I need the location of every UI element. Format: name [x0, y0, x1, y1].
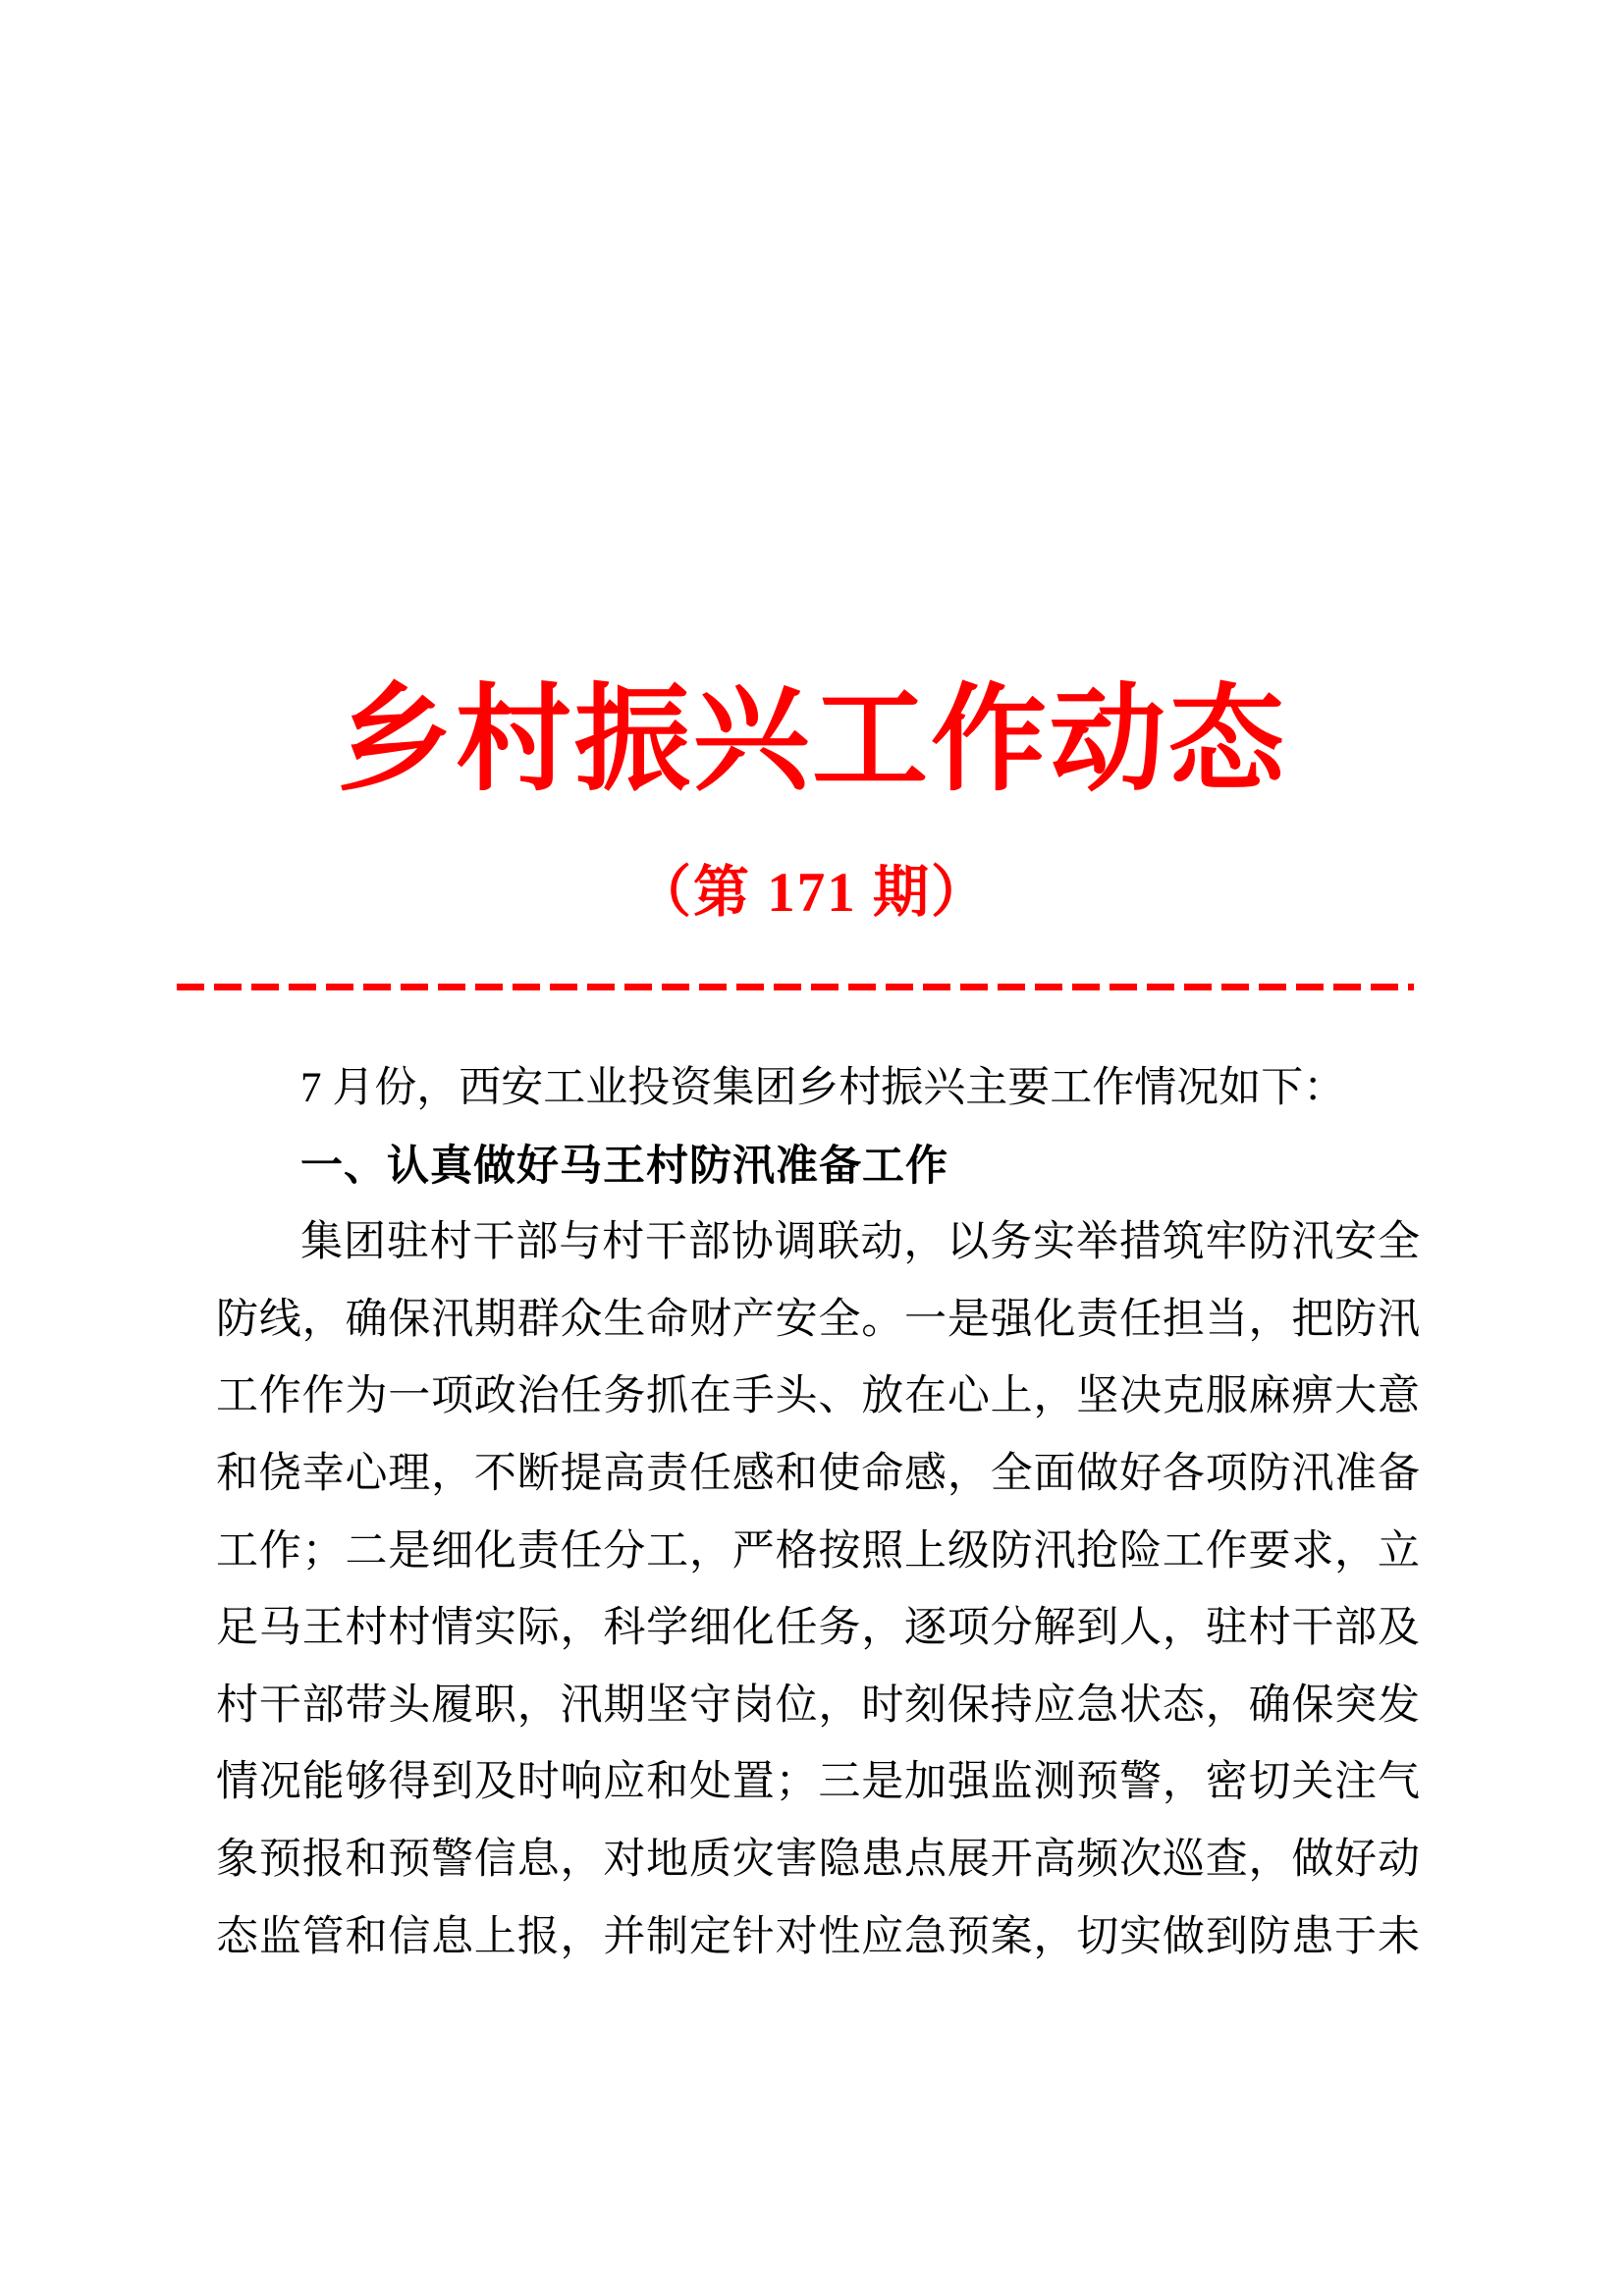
- body-text-line: 象预报和预警信息，对地质灾害隐患点展开高频次巡查，做好动: [216, 1836, 1420, 1883]
- newsletter-title: 乡村振兴工作动态: [336, 676, 1287, 805]
- body-text-line: 村干部带头履职，汛期坚守岗位，时刻保持应急状态，确保突发: [216, 1682, 1420, 1729]
- issue-number: （第 171 期）: [635, 862, 989, 924]
- body-text-line: 态监管和信息上报，并制定针对性应急预案，切实做到防患于未: [216, 1913, 1420, 1960]
- body-text-line: 和侥幸心理，不断提高责任感和使命感，全面做好各项防汛准备: [216, 1450, 1420, 1497]
- intro-paragraph: 7 月份，西安工业投资集团乡村振兴主要工作情况如下：: [300, 1065, 1346, 1111]
- body-text-line: 工作；二是细化责任分工，严格按照上级防汛抢险工作要求，立: [216, 1527, 1420, 1575]
- document-body: [216, 1050, 1420, 1976]
- body-text-line: 工作作为一项政治任务抓在手头、放在心上，坚决克服麻痹大意: [216, 1373, 1420, 1420]
- body-text-line: 足马王村村情实际，科学细化任务，逐项分解到人，驻村干部及: [216, 1605, 1420, 1652]
- body-text-line: 情况能够得到及时响应和处置；三是加强监测预警，密切关注气: [216, 1759, 1420, 1806]
- body-text-line: 防线，确保汛期群众生命财产安全。一是强化责任担当，把防汛: [216, 1296, 1420, 1343]
- body-text-line: 集团驻村干部与村干部协调联动，以务实举措筑牢防汛安全: [300, 1219, 1420, 1266]
- red-dashed-divider: [177, 984, 1414, 990]
- section-heading: 一、认真做好马王村防汛准备工作: [300, 1142, 948, 1190]
